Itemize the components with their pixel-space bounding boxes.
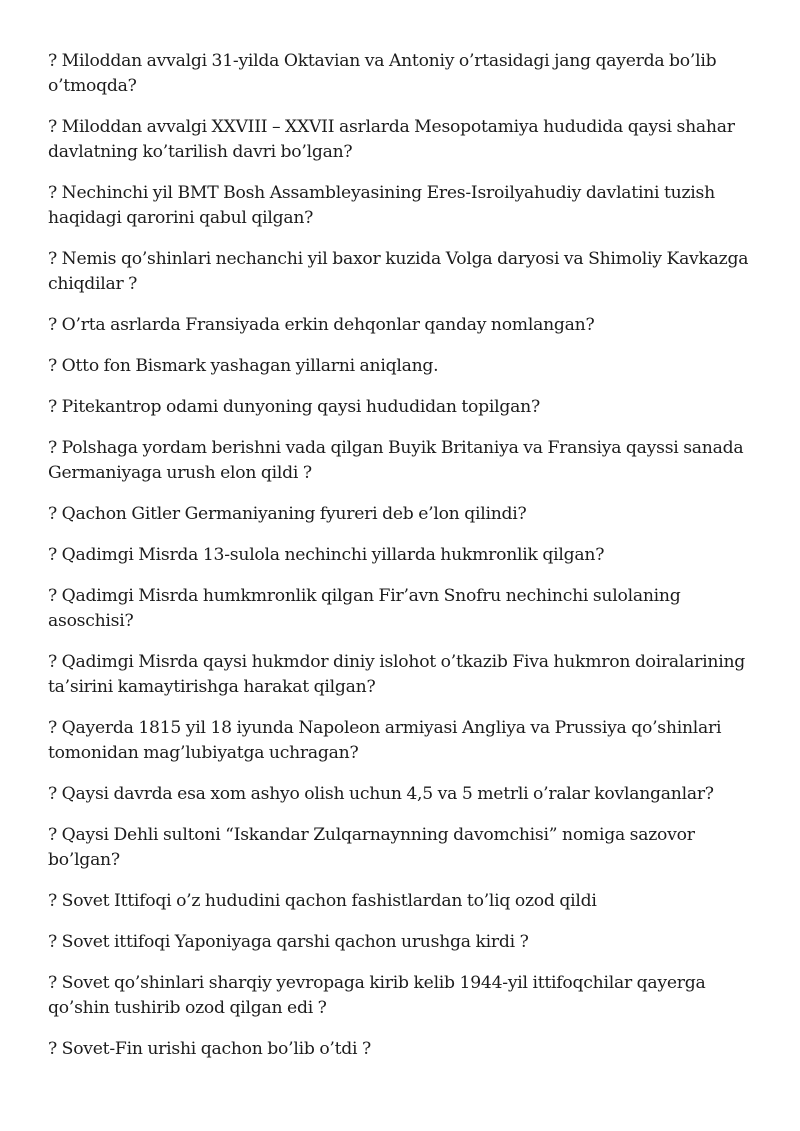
question-list: [48, 49, 760, 1062]
question-item: ? Sovet qo’shinlari sharqiy yevropaga kirib kelib 1944-yil ittifoqchilar qayerga qo’shin tushirib ozod qilgan edi ?: [48, 973, 706, 1018]
question-item: ? Qadimgi Misrda humkmronlik qilgan Fir’avn Snofru nechinchi sulolaning asoschisi?: [48, 586, 681, 631]
question-item: ? Qadimgi Misrda qaysi hukmdor diniy islohot o’tkazib Fiva hukmron doiralarining ta’sirini kamaytirishga harakat qilgan?: [48, 652, 746, 697]
question-item: ? Otto fon Bismark yashagan yillarni aniqlang.: [48, 356, 439, 376]
question-item: ? Pitekantrop odami dunyoning qaysi hududidan topilgan?: [48, 397, 540, 417]
question-item: ? O’rta asrlarda Fransiyada erkin dehqonlar qanday nomlangan?: [48, 315, 595, 335]
question-item: ? Qadimgi Misrda 13-sulola nechinchi yillarda hukmronlik qilgan?: [48, 545, 605, 565]
question-item: ? Qaysi davrda esa xom ashyo olish uchun 4,5 va 5 metrli o’ralar kovlanganlar?: [48, 784, 714, 804]
question-item: ? Polshaga yordam berishni vada qilgan Buyik Britaniya va Fransiya qayssi sanada Germaniyaga urush elon qildi ?: [48, 438, 744, 483]
question-item: ? Nechinchi yil BMT Bosh Assambleyasining Eres-Isroilyahudiy davlatini tuzish haqidagi qarorini qabul qilgan?: [48, 183, 715, 228]
question-item: ? Sovet ittifoqi Yaponiyaga qarshi qachon urushga kirdi ?: [48, 932, 529, 952]
question-item: ? Nemis qo’shinlari nechanchi yil baxor kuzida Volga daryosi va Shimoliy Kavkazga chiqdilar ?: [48, 249, 749, 294]
question-item: ? Qaysi Dehli sultoni “Iskandar Zulqarnaynning davomchisi” nomiga sazovor bo’lgan?: [48, 825, 695, 870]
question-item: ? Miloddan avvalgi 31-yilda Oktavian va Antoniy o’rtasidagi jang qayerda bo’lib o’tmoqda?: [48, 51, 717, 96]
question-item: ? Qayerda 1815 yil 18 iyunda Napoleon armiyasi Angliya va Prussiya qo’shinlari tomonidan mag’lubiyatga uchragan?: [48, 718, 722, 763]
question-item: ? Sovet-Fin urishi qachon bo’lib o’tdi ?: [48, 1039, 371, 1059]
question-item: ? Qachon Gitler Germaniyaning fyureri deb e’lon qilindi?: [48, 504, 527, 524]
question-item: ? Sovet Ittifoqi o’z hududini qachon fashistlardan to’liq ozod qildi: [48, 891, 597, 911]
question-item: ? Miloddan avvalgi XXVIII – XXVII asrlarda Mesopotamiya hududida qaysi shahar davlatning ko’tarilish davri bo’lgan?: [48, 117, 735, 162]
